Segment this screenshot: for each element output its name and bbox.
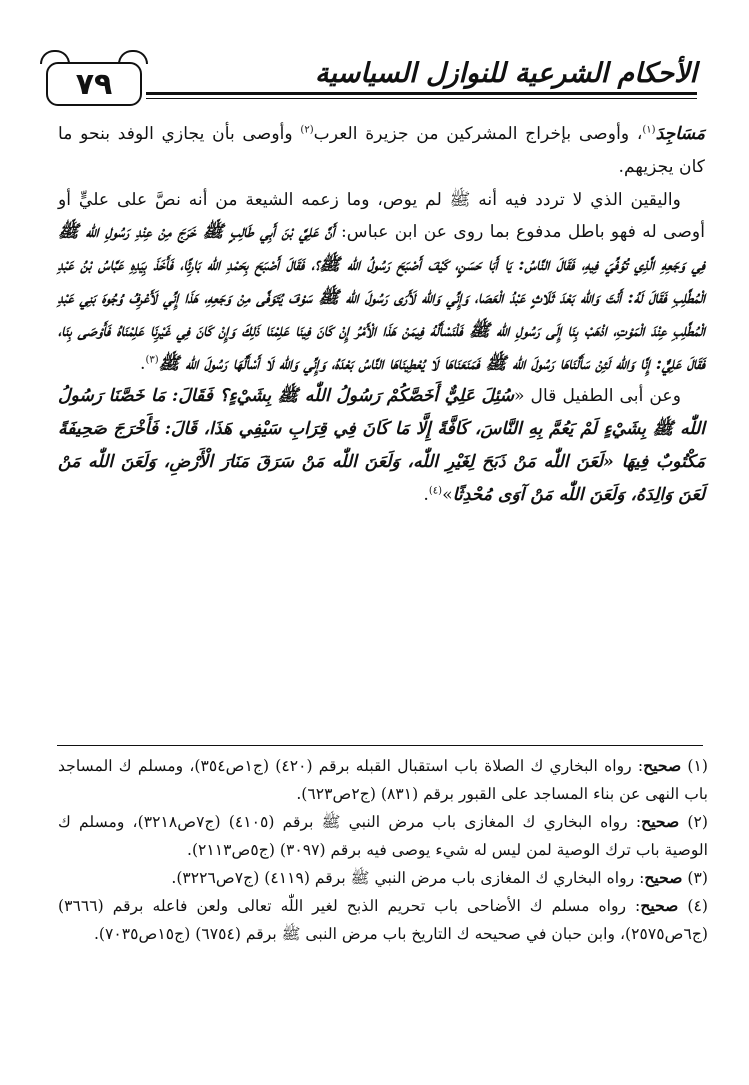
footnote-text: : رواه البخاري ك المغازى باب مرض النبي ﷺ برقم (٤١٠٥) (ج٧ص٣٢١٨)، ومسلم ك الوصية باب ترك الوصية لمن ليس له شيء يوصى فيه برقم (٣٠٩٧) (ج٥ص٢١١٣). [58,813,708,859]
footnote-ref-3: (٣) [145,353,159,365]
footnote-number: (٤) [687,897,708,915]
footnote-text: : رواه البخاري ك الصلاة باب استقبال القبله برقم (٤٢٠) (ج١ص٣٥٤)، ومسلم ك المساجد باب النهى عن بناء المساجد على القبور برقم (٨٣١) (ج٢ص٦٢٣). [58,757,708,803]
paragraph-1 [58,118,705,184]
header-rule-thin [146,98,697,99]
p1-lead: مَسَاجِدَ [655,124,705,144]
book-title: الأحكام الشرعية للنوازل السياسية [315,58,697,89]
footnote-text: : رواه مسلم ك الأضاحى باب تحريم الذبح لغير اللّٰه تعالى ولعن فاعله برقم (٣٦٦٦) (ج٦ص٢٥٧٥)، وابن حبان في صحيحه ك التاريخ باب مرض النبى ﷺ برقم (٦٧٥٤) (ج١٥ص٧٠٣٥). [58,897,708,943]
footnote-3 [58,864,708,892]
p1-tail: وأوصى بأن يجازي الوفد بنحو ما كان يجزيهم. [58,124,705,177]
p3-close: » [442,484,453,505]
footnote-2 [58,808,708,864]
p2-intro: واليقين الذي لا تردد فيه أنه ﷺ لم يوص، وما زعمه الشيعة من أنه نصَّ على عليٍّ أو أوصى له فهو باطل مدفوع بما روى عن ابن عباس: [58,189,705,243]
footnote-grade: صحيح [644,868,683,887]
footnote-4 [58,892,708,948]
footnote-grade: صحيح [643,756,682,775]
page-header [0,0,749,110]
p3-intro: وعن أبى الطفيل قال « [514,386,681,407]
p1-mid: ، وأوصى بإخراج المشركين من جزيرة العرب [313,124,643,144]
footnote-ref-1: (١) [642,124,656,136]
footnote-grade: صحيح [641,812,680,831]
p2-end: . [139,353,146,374]
paragraph-2 [58,184,705,381]
footnote-number: (٣) [687,869,708,887]
footnote-text: : رواه البخاري ك المغازى باب مرض النبي ﷺ برقم (٤١١٩) (ج٧ص٣٢٢٦). [171,869,645,887]
footnote-divider [57,745,703,746]
p3-end: . [423,484,429,505]
footnote-number: (٢) [687,813,708,831]
p2-hadith: أَنَّ عَلِيَّ بْنَ أَبِي طَالِبٍ ﷺ خَرَجَ مِنْ عِنْدِ رَسُولِ اللّٰه ﷺ فِي وَجَعِهِ الَّذِي تُوُفِّيَ فِيهِ، فَقَالَ النَّاسُ: يَا أَبَا حَسَنٍ، كَيْفَ أَصْبَحَ رَسُولُ اللّٰه ﷺ؟، فَقَالَ أَصْبَحَ بِحَمْدِ اللّٰه بَارِئًا، فَأَخَذَ بِيَدِهِ عَبَّاسُ بْنُ عَبْدِ الْمُطَّلِبِ فَقَالَ لَهُ: أَنْتَ وَاللّٰه بَعْدَ ثَلَاثٍ عَبْدُ الْعَصَا، وَإِنِّي وَاللّٰه لَأَرَى رَسُولَ اللّٰه ﷺ سَوْفَ يُتَوَفَّى مِنْ وَجَعِهِ، هَذَا إِنِّي لَأَعْرِفُ وُجُوهَ بَنِي عَبْدِ الْمُطَّلِبِ عِنْدَ الْمَوْتِ، اذْهَبْ بِنَا إِلَى رَسُولِ اللّٰه ﷺ فَلْنَسْأَلْهُ فِيمَنْ هَذَا الْأَمْرُ إِنْ كَانَ فِينَا عَلِمْنَا ذَلِكَ وَإِنْ كَانَ فِي غَيْرِنَا عَلِمْنَاهُ فَأَوْصَى بِنَا، فَقَالَ عَلِيٌّ: إِنَّا وَاللّٰه لَئِنْ سَأَلْنَاهَا رَسُولَ اللّٰه ﷺ فَمَنَعَنَاهَا لَا يُعْطِينَاهَا النَّاسُ بَعْدَهُ، وَإِنِّي وَاللّٰه لَا أَسْأَلُهَا رَسُولَ اللّٰه ﷺ [58,222,705,374]
p3-hadith: سُئِلَ عَلِيٌّ أَخَصَّكُمْ رَسُولُ اللّٰه ﷺ بِشَيْءٍ؟ فَقَالَ: مَا خَصَّنَا رَسُولُ اللّٰه ﷺ بِشَيْءٍ لَمْ يَعُمَّ بِهِ النَّاسَ، كَافَّةً إِلَّا مَا كَانَ فِي قِرَابِ سَيْفِي هَذَا، قَالَ: فَأَخْرَجَ صَحِيفَةً مَكْتُوبٌ فِيهَا «لَعَنَ اللّٰه مَنْ ذَبَحَ لِغَيْرِ اللّٰه، وَلَعَنَ اللّٰه مَنْ سَرَقَ مَنَارَ الْأَرْضِ، وَلَعَنَ اللّٰه مَنْ لَعَنَ وَالِدَهُ، وَلَعَنَ اللّٰه مَنْ آوَى مُحْدِثًا [58,386,705,505]
page-number: ٧٩ [75,66,113,102]
header-rule-thick [146,92,697,95]
main-text [58,118,705,512]
footnote-ref-2: (٢) [300,124,314,136]
paragraph-3 [58,380,705,511]
footnote-1 [58,752,708,808]
page-number-frame [46,62,142,106]
footnote-number: (١) [687,757,708,775]
footnotes [58,752,708,948]
footnote-grade: صحيح [640,896,679,915]
footnote-ref-4: (٤) [428,485,443,497]
